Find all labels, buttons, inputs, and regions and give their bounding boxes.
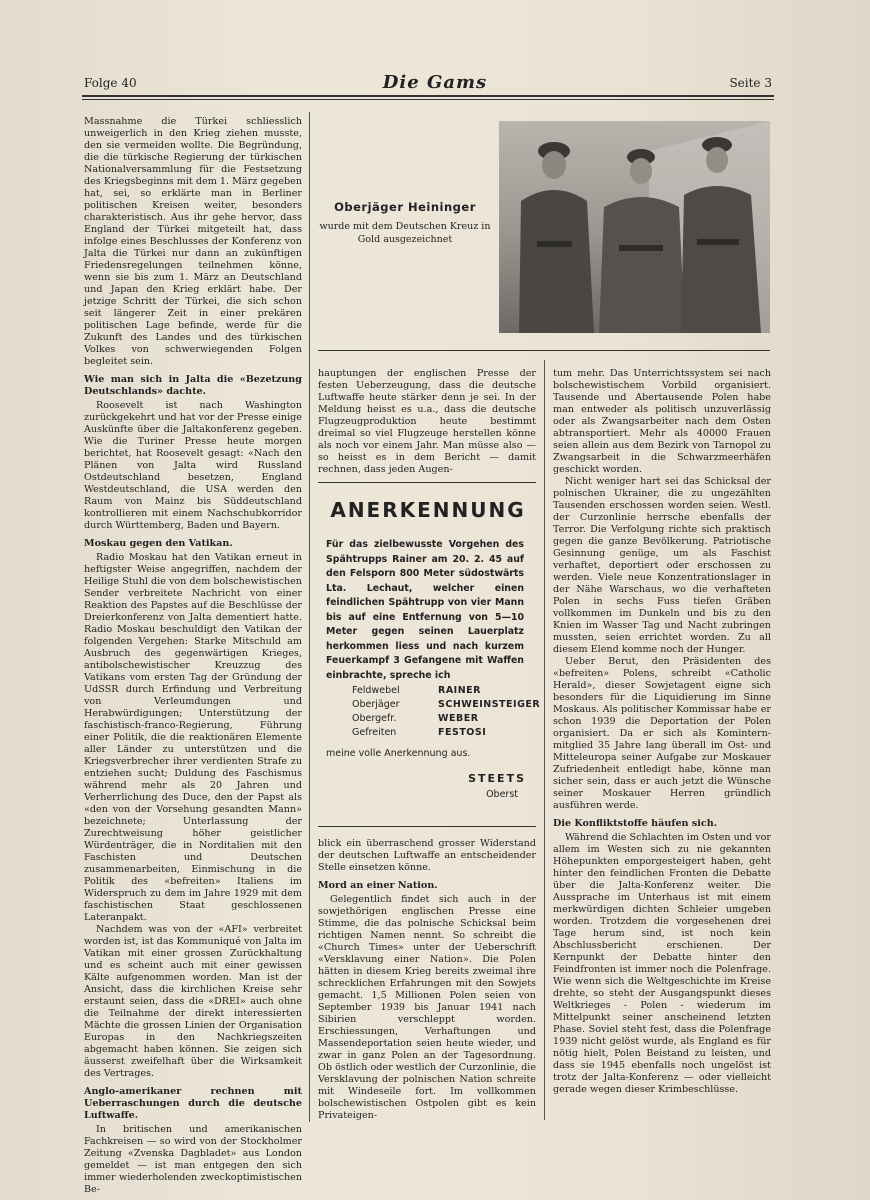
announcement-signer-rank: Oberst: [486, 789, 518, 800]
announcement-signature: STEETS: [468, 772, 526, 785]
soldiers-photo: [499, 121, 770, 333]
honoree-name: SCHWEINSTEIGER: [438, 699, 541, 710]
section-rule: [318, 350, 770, 351]
honoree-rank: Obergefr.: [352, 713, 397, 724]
header-rule-thin: [82, 99, 774, 100]
article-paragraph: Gelegentlich findet sich auch in der sowjethörigen englischen Presse eine Stimme, die das polnische Schicksal beim richtigen Namen nennt. So schreibt die «Church Times» unter der Ueberschrift «Versklavung einer Nation». Die Polen hätten in diesem Krieg bereits zweimal ihre schrecklichen Erfahrungen mit den Sowjets gemacht. 1,5 Millionen Polen seien von September 1939 bis Januar 1941 nach Sibirien verschleppt worden. Erschiessungen, Verhaftungen und Massendeportation seien heute wieder, und zwar in ganz Polen an der Tagesordnung. Ob östlich oder westlich der Curzonlinie, die Versklavung der polnischen Nation schreite mit Windeseile fort. Im vollkommen bolschewistischen Ostpolen gibt es kein Privateigen-: [318, 894, 536, 1121]
article-paragraph: In britischen und amerikanischen Fachkreisen — so wird von der Stockholmer Zeitung «Zvenska Dagbladet» aus London gemeldet — ist man entgegen den sich immer wiederholenden zweckoptimistischen Be-: [84, 1124, 302, 1195]
issue-number: Folge 40: [84, 76, 137, 90]
honoree-name: RAINER: [438, 685, 481, 696]
column-divider: [544, 360, 545, 1120]
article-paragraph: Nachdem was von der «AFI» verbreitet worden ist, ist das Kommuniqué von Jalta im Vatikan mit einer grossen Zurückhaltung und es scheint auch mit einer gewissen Kälte aufgenommen worden. Man ist der Ansicht, dass die kirchlichen Kreise sehr erstaunt seien, dass die «DREI» auch ohne die Teilnahme der direkt interessierten Mächte die grossen Linien der Organisation Europas in den Nachkriegszeiten abgemacht haben können. Sie zeigen sich äusserst zweifelhaft über die Wirksamkeit des Vertrages.: [84, 924, 302, 1079]
article-heading: Anglo-amerikaner rechnen mit Ueberraschungen durch die deutsche Luftwaffe.: [84, 1086, 302, 1121]
article-heading: Die Konfliktstoffe häufen sich.: [553, 818, 718, 829]
column-divider: [309, 112, 310, 1122]
announcement-rule-top: [318, 482, 536, 483]
column-right: [553, 368, 771, 1128]
article-paragraph: hauptungen der englischen Presse der festen Ueberzeugung, dass die deutsche Luftwaffe heute stärker denn je sei. In der Meldung heisst es u.a., dass die deutsche Flugzeugproduktion heute bestimmt dreimal so viel Flugzeuge herstellen könne als noch vor einem Jahr. Man müsse also — so heisst es in dem Bericht — damit rechnen, dass jeden Augen-: [318, 368, 536, 475]
article-paragraph: Während die Schlachten im Osten und vor allem im Westen sich zu nie gekannten Höhepunkten emporgesteigert haben, geht hinter den feindlichen Fronten die Debatte über die Jalta-Konferenz weiter. Die Aussprache im Unterhaus ist mit einem merkwürdigen dichten Schleier umgeben worden. Trotzdem die vorgesehenen drei Tage herum sind, ist noch kein Abschlussbericht erschienen. Der Kernpunkt der Debatte hinter den Feindfronten ist immer noch die Polenfrage. Wie wenn sich die Weltgeschichte im Kreise drehte, so steht der Ausgangspunkt dieses Weltkrieges - Polen - wiederum im Mittelpunkt seiner anscheinend letzten Phase. Soviel steht fest, dass die Polenfrage 1939 nicht gelöst wurde, als England es für nötig hielt, Polen Beistand zu leisten, und dass sie 1945 ebenfalls noch ungelöst ist trotz der Jalta-Konferenz — oder vielleicht gerade wegen dieser Krimbeschlüsse.: [553, 832, 771, 1095]
column-left: [84, 116, 302, 1195]
article-paragraph: blick ein überraschend grosser Widerstand der deutschen Luftwaffe an entscheidender Stelle einsetzen könne.: [318, 838, 536, 873]
article-heading: Mord an einer Nation.: [318, 880, 438, 891]
photo-caption-text: wurde mit dem Deutschen Kreuz in Gold ausgezeichnet: [319, 221, 491, 245]
photo-image: [499, 121, 770, 333]
announcement-rule-bottom: [318, 826, 536, 827]
article-paragraph: Massnahme die Türkei schliesslich unweigerlich in den Krieg ziehen musste, den sie vermeiden wollte. Die Begründung, die die türkische Regierung der türkischen Nationalversammlung für die Festsetzung des Kriegsbeginns mit dem 1. März gegeben hat, sei, so erklärte man in Berliner politischen Kreisen weiter, besonders charakteristisch. Aus ihr gehe hervor, dass England der Türkei mitgeteilt hat, dass infolge eines Beschlusses der Konferenz von Jalta die Türkei nur dann an zukünftigen Friedensregelungen teilnehmen könne, wenn sie bis zum 1. März an Deutschland und Japan den Krieg erklärt habe. Der jetzige Schritt der Türkei, die sich schon seit längerer Zeit in einer prekären politischen Lage befinde, werde für die Zukunft des Landes und des türkischen Volkes von schwerwiegenden Folgen begleitet sein.: [84, 116, 302, 367]
honoree-row: [352, 698, 540, 712]
honoree-rank: Oberjäger: [352, 699, 400, 710]
honoree-rank: Feldwebel: [352, 685, 400, 696]
honoree-row: [352, 712, 540, 726]
photo-caption-title: Oberjäger Heininger: [334, 200, 476, 214]
header-rule: [82, 95, 774, 97]
announcement-closing: meine volle Anerkennung aus.: [326, 748, 471, 759]
honoree-name: WEBER: [438, 713, 479, 724]
article-paragraph: Ueber Berut, den Präsidenten des «befreiten» Polens, schreibt «Catholic Herald», dieser Sowjetagent eigne sich besonders für die Liquidierung im Sinne Moskaus. Als politischer Kommissar habe er schon 1939 die Deportation der Polen organisiert. Da er sich als Komintern-mitglied 35 Jahre lang überall im Ost- und Mitteleuropa seiner Aufgabe zur Moskauer Zufriedenheit entledigt habe, könne man sicher sein, dass er auch jetzt die Wünsche seiner Moskauer Herren gründlich ausführen werde.: [553, 656, 771, 811]
honoree-list: [352, 684, 540, 740]
article-heading: Wie man sich in Jalta die «Bezetzung Deutschlands» dachte.: [84, 374, 302, 397]
page-number: Seite 3: [729, 76, 772, 90]
honoree-row: [352, 726, 540, 740]
article-paragraph: tum mehr. Das Unterrichtssystem sei nach bolschewistischem Vorbild organisiert. Tausende und Abertausende Polen habe man entweder als politisch unzuverlässig oder als Zwangsarbeiter nach dem Osten abtransportiert. Mehr als 40000 Frauen seien allein aus dem Bezirk von Tarnopol zu Zwangsarbeit in die Schwarzmeerhäfen geschickt worden.: [553, 368, 771, 475]
announcement-title: ANERKENNUNG: [330, 498, 526, 522]
announcement-body: Für das zielbewusste Vorgehen des Spähtrupps Rainer am 20. 2. 45 auf den Felsporn 800 Meter südostwärts Lta. Lechaut, welcher einen feindlichen Spähtrupp von vier Mann bis auf eine Entfernung von 5—10 Meter gegen seinen Lauerplatz herkommen liess und nach kurzem Feuerkampf 3 Gefangene mit Waffen einbrachte, spreche ich: [326, 539, 524, 681]
honoree-row: [352, 684, 540, 698]
article-paragraph: Radio Moskau hat den Vatikan erneut in heftigster Weise angegriffen, nachdem der Heilige Stuhl die von dem bolschewistischen Sender verbreitete Nachricht von einer Reaktion des Papstes auf die Beschlüsse der Dreierkonferenz von Jalta dementiert hatte. Radio Moskau beschuldigt den Vatikan der folgenden Vergehen: Starke Mitschuld am Ausbruch des gegenwärtigen Krieges, antibolschewistischer Kreuzzug des Vatikans vom ersten Tag der Gründung der UdSSR durch Erfindung und Verbreitung von Verleumdungen und Herabwürdigungen; Unterstützung der faschistisch-franco-Regierung, Führung einer Politik, die die reaktionären Elemente aller Länder zu unterstützen und die Kriegsverbrecher ihrer verdienten Strafe zu entziehen sucht; Duldung des Faschismus während mehr als 20 Jahren und Verherrlichung des Duce, den der Papst als «den von der Vorsehung gesandten Mann» bezeichnete; Unterlassung der Zurechtweisung höher geistlicher Würdenträger, die in Norditalien mit den Faschisten und Deutschen zusammenarbeiten, Einmischung in die Politik des «befreiten» Italiens im Widerspruch zu dem im Jahre 1929 mit dem faschistischen Staat geschlossenen Lateranpakt.: [84, 552, 302, 923]
honoree-rank: Gefreiten: [352, 727, 397, 738]
column-middle-bottom: [318, 838, 536, 1126]
honoree-name: FESTOSI: [438, 727, 487, 738]
article-paragraph: Roosevelt ist nach Washington zurückgekehrt und hat vor der Presse einige Auskünfte über die Jaltakonferenz gegeben. Wie die Turiner Presse heute morgen berichtet, hat Roosevelt gesagt: «Nach den Plänen von Jalta wird Russland Ostdeutschland besetzen, England Westdeutschland, die USA werden den Raum von Mainz bis Süddeutschland kontrollieren mit einem Nachschubkorridor durch Württemberg, Baden und Bayern.: [84, 400, 302, 531]
article-paragraph: Nicht weniger hart sei das Schicksal der polnischen Ukrainer, die zu ungezählten Tausenden erschossen worden seien. Westl. der Curzonlinie herrsche ebenfalls der Terror. Die Verfolgung richte sich praktisch gegen die ganze Bevölkerung. Patriotische Gesinnung genüge, um als Faschist verhaftet, deportiert oder erschossen zu werden. Viele neue Konzentrationslager in der Nähe Warschaus, wo die verhafteten Polen in sechs Fuss tiefen Gräben vollkommen im Dunkeln und bis zu den Knien im Wasser Tag und Nacht zubringen mussten, seien errichtet worden. Zu all diesem Elend komme noch der Hunger.: [553, 476, 771, 655]
masthead-title: Die Gams: [382, 72, 488, 93]
article-heading: Moskau gegen den Vatikan.: [84, 538, 233, 549]
column-middle-top: [318, 368, 536, 474]
